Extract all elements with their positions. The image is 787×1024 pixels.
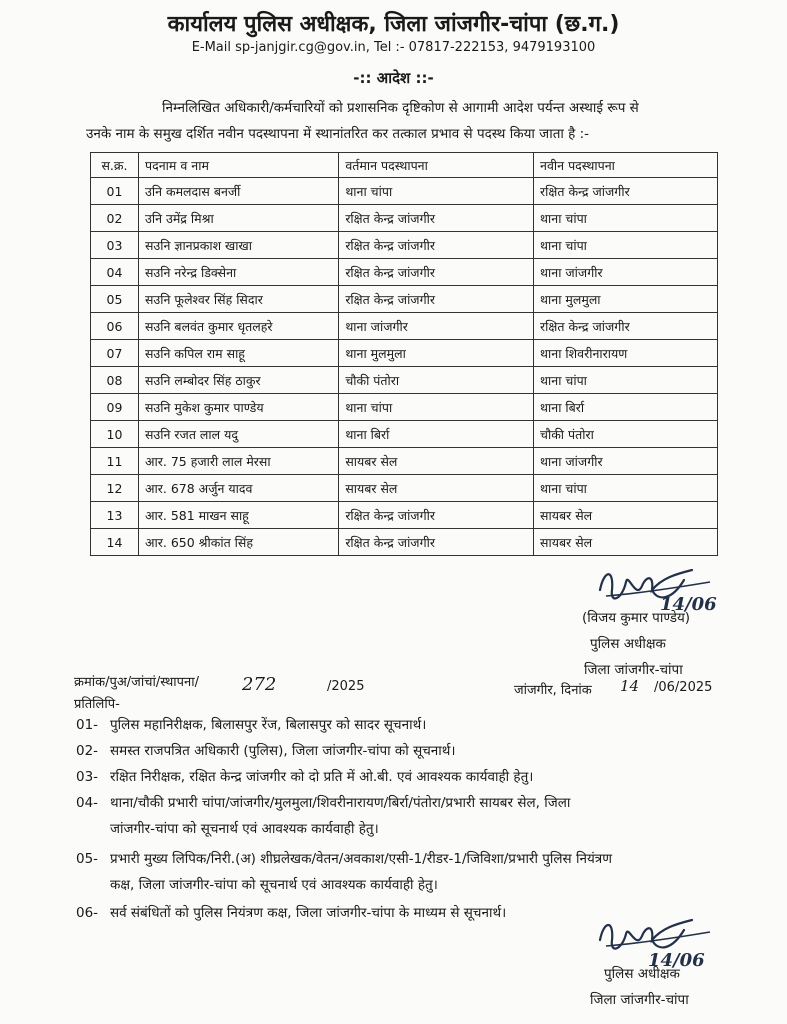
cell-serial: 09 xyxy=(91,394,139,421)
cell-name: उनि कमलदास बनर्जी xyxy=(138,178,338,205)
list-item xyxy=(76,764,736,790)
table-row xyxy=(91,259,718,286)
header-new-posting: नवीन पदस्थापना xyxy=(534,153,718,178)
date-rest: /06/2025 xyxy=(654,680,713,695)
cell-new: रक्षित केन्द्र जांजगीर xyxy=(534,313,718,340)
cell-new: थाना चांपा xyxy=(534,367,718,394)
cell-current: रक्षित केन्द्र जांजगीर xyxy=(339,232,534,259)
list-text: थाना/चौकी प्रभारी चांपा/जांजगीर/मुलमुला/शिवरीनारायण/बिर्रा/पंतोरा/प्रभारी सायबर सेल, जिला xyxy=(110,795,571,811)
reference-year: /2025 xyxy=(327,679,365,694)
list-number: 03- xyxy=(76,769,99,785)
cell-current: सायबर सेल xyxy=(339,448,534,475)
cell-name: सउनि ज्ञानप्रकाश खाखा xyxy=(138,232,338,259)
cell-serial: 07 xyxy=(91,340,139,367)
cell-current: चौकी पंतोरा xyxy=(339,367,534,394)
cell-new: थाना चांपा xyxy=(534,475,718,502)
table-row xyxy=(91,502,718,529)
list-number: 06- xyxy=(76,905,99,921)
cell-serial: 02 xyxy=(91,205,139,232)
table-header-row xyxy=(91,153,718,178)
cell-serial: 05 xyxy=(91,286,139,313)
cell-serial: 03 xyxy=(91,232,139,259)
signatory-name: (विजय कुमार पाण्डेय) xyxy=(582,610,691,626)
list-item xyxy=(76,738,736,764)
list-text: पुलिस महानिरीक्षक, बिलासपुर रेंज, बिलासपुर को सादर सूचनार्थ। xyxy=(110,717,427,733)
cell-new: थाना शिवरीनारायण xyxy=(534,340,718,367)
cell-new: सायबर सेल xyxy=(534,529,718,556)
list-item-continued: कक्ष, जिला जांजगीर-चांपा को सूचनार्थ एवं आवश्यक कार्यवाही हेतु। xyxy=(110,877,438,893)
signatory-district: जिला जांजगीर-चांपा xyxy=(584,662,683,678)
cell-current: रक्षित केन्द्र जांजगीर xyxy=(339,529,534,556)
cell-new: थाना जांजगीर xyxy=(534,448,718,475)
cell-current: थाना चांपा xyxy=(339,178,534,205)
cell-current: रक्षित केन्द्र जांजगीर xyxy=(339,286,534,313)
order-heading: -:: आदेश ::- xyxy=(353,69,434,87)
list-item xyxy=(76,712,736,738)
cell-name: आर. 650 श्रीकांत सिंह xyxy=(138,529,338,556)
list-number: 02- xyxy=(76,743,99,759)
cell-current: थाना चांपा xyxy=(339,394,534,421)
cell-current: सायबर सेल xyxy=(339,475,534,502)
intro-line-2: उनके नाम के समुख दर्शित नवीन पदस्थापना में स्थानांतरित कर तत्काल प्रभाव से पदस्थ किया जाता है :- xyxy=(86,126,590,142)
cell-name: सउनि नरेन्द्र डिक्सेना xyxy=(138,259,338,286)
cell-new: थाना जांजगीर xyxy=(534,259,718,286)
cell-name: सउनि बलवंत कुमार धृतलहरे xyxy=(138,313,338,340)
list-number: 04- xyxy=(76,795,99,811)
header-current-posting: वर्तमान पदस्थापना xyxy=(339,153,534,178)
list-text: रक्षित निरीक्षक, रक्षित केन्द्र जांजगीर को दो प्रति में ओ.बी. एवं आवश्यक कार्यवाही हेतु। xyxy=(110,769,534,785)
cell-serial: 14 xyxy=(91,529,139,556)
reference-number: 272 xyxy=(242,674,277,695)
cell-new: थाना मुलमुला xyxy=(534,286,718,313)
list-number: 05- xyxy=(76,851,99,867)
table-row xyxy=(91,394,718,421)
cell-serial: 11 xyxy=(91,448,139,475)
cell-new: थाना बिर्रा xyxy=(534,394,718,421)
cell-current: रक्षित केन्द्र जांजगीर xyxy=(339,259,534,286)
table-row xyxy=(91,448,718,475)
header-name: पदनाम व नाम xyxy=(138,153,338,178)
table-row xyxy=(91,232,718,259)
cell-new: रक्षित केन्द्र जांजगीर xyxy=(534,178,718,205)
cell-name: सउनि कपिल राम साहू xyxy=(138,340,338,367)
cell-name: सउनि मुकेश कुमार पाण्डेय xyxy=(138,394,338,421)
list-text: समस्त राजपत्रित अधिकारी (पुलिस), जिला जांजगीर-चांपा को सूचनार्थ। xyxy=(110,743,456,759)
reference-prefix: क्रमांक/पुअ/जांचां/स्थापना/ xyxy=(74,675,200,690)
cell-new: चौकी पंतोरा xyxy=(534,421,718,448)
cell-current: थाना जांजगीर xyxy=(339,313,534,340)
intro-line-1: निम्नलिखित अधिकारी/कर्मचारियों को प्रशासनिक दृष्टिकोण से आगामी आदेश पर्यन्त अस्थाई रूप से xyxy=(162,100,639,116)
cell-name: सउनि रजत लाल यदु xyxy=(138,421,338,448)
list-item xyxy=(76,790,736,816)
cell-current: थाना बिर्रा xyxy=(339,421,534,448)
cell-serial: 04 xyxy=(91,259,139,286)
cell-name: आर. 75 हजारी लाल मेरसा xyxy=(138,448,338,475)
contact-line: E-Mail sp-janjgir.cg@gov.in, Tel :- 07817-222153, 9479193100 xyxy=(191,40,596,55)
signatory-designation-bottom: पुलिस अधीक्षक xyxy=(604,966,680,982)
list-number: 01- xyxy=(76,717,99,733)
table-row xyxy=(91,367,718,394)
cell-serial: 13 xyxy=(91,502,139,529)
cell-new: थाना चांपा xyxy=(534,232,718,259)
cell-serial: 12 xyxy=(91,475,139,502)
table-row xyxy=(91,178,718,205)
table-row xyxy=(91,286,718,313)
office-title: कार्यालय पुलिस अधीक्षक, जिला जांजगीर-चांपा (छ.ग.) xyxy=(167,12,620,37)
header-serial: स.क्र. xyxy=(91,153,139,178)
cell-new: थाना चांपा xyxy=(534,205,718,232)
table-row xyxy=(91,421,718,448)
cell-name: सउनि फूलेश्वर सिंह सिदार xyxy=(138,286,338,313)
cell-name: आर. 581 माखन साहू xyxy=(138,502,338,529)
signature-initials-bottom: 14/06 xyxy=(648,950,705,971)
list-item-continued: जांजगीर-चांपा को सूचनार्थ एवं आवश्यक कार्यवाही हेतु। xyxy=(110,821,379,837)
cell-serial: 01 xyxy=(91,178,139,205)
transfer-table xyxy=(90,152,718,556)
table-row xyxy=(91,313,718,340)
table-row xyxy=(91,205,718,232)
date-handwritten: 14 xyxy=(620,677,640,695)
table-row xyxy=(91,529,718,556)
list-text: सर्व संबंधितों को पुलिस नियंत्रण कक्ष, जिला जांजगीर-चांपा के माध्यम से सूचनार्थ। xyxy=(110,905,507,921)
cell-new: सायबर सेल xyxy=(534,502,718,529)
cell-name: उनि उमेंद्र मिश्रा xyxy=(138,205,338,232)
cell-current: थाना मुलमुला xyxy=(339,340,534,367)
cell-serial: 06 xyxy=(91,313,139,340)
cell-current: रक्षित केन्द्र जांजगीर xyxy=(339,205,534,232)
signatory-district-bottom: जिला जांजगीर-चांपा xyxy=(590,992,689,1008)
list-text: प्रभारी मुख्य लिपिक/निरी.(अ) शीघ्रलेखक/वेतन/अवकाश/एसी-1/रीडर-1/जिविशा/प्रभारी पुलिस नियंत्रण xyxy=(110,851,613,867)
cell-name: आर. 678 अर्जुन यादव xyxy=(138,475,338,502)
table-row xyxy=(91,475,718,502)
place-date-label: जांजगीर, दिनांक xyxy=(514,683,592,698)
signature-initials-top: 14/06 xyxy=(660,594,717,615)
copy-label: प्रतिलिपि- xyxy=(74,697,120,712)
signatory-designation: पुलिस अधीक्षक xyxy=(590,636,666,652)
cell-serial: 08 xyxy=(91,367,139,394)
list-item xyxy=(76,846,736,872)
table-row xyxy=(91,340,718,367)
cell-name: सउनि लम्बोदर सिंह ठाकुर xyxy=(138,367,338,394)
cell-serial: 10 xyxy=(91,421,139,448)
cell-current: रक्षित केन्द्र जांजगीर xyxy=(339,502,534,529)
